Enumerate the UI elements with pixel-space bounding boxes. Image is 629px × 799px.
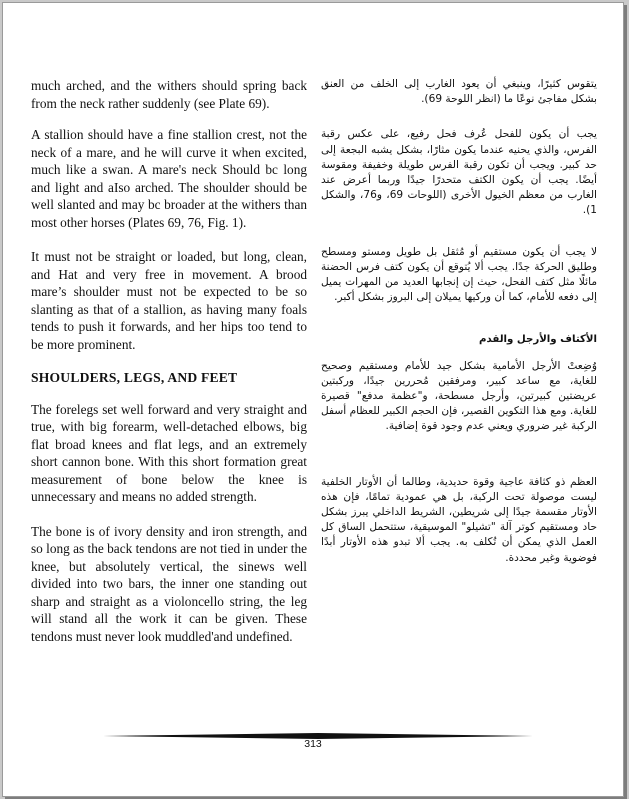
en-paragraph-1: much arched, and the withers should spring back from the neck rather suddenly (see Plate 69). bbox=[31, 78, 307, 111]
en-paragraph-4: The forelegs set well forward and very straight and true, with big forearm, well-detached elbows, big flat broad knees and flat legs, and an extremely short cannon bone. With this short formation great measurement of bone below the knee is unnecessary and means no added strength. bbox=[31, 401, 307, 504]
en-paragraph-5: The bone is of ivory density and iron strength, and so long as the back tendons are not tied in under the knee, but absolutely vertical, the sinews well divided into two bars, the inner one standing out sharp and straight as a violoncello string, the leg will stand all the work it can be given. These tendons must never look muddled'and undefined. bbox=[31, 523, 307, 644]
ar-paragraph-3: لا يجب أن يكون مستقيم أو مُثقل بل طويل ومستو ومسطح وطليق الحركة جدًا. يجب ألا يُتوقع أن يكون كتف فرس الحضنة مائلًا مثل كتف الفحل، حيث إن إنجابها العديد من المهرات يميل إلى دفعه للأمام، كما أن وركيها يميلان إلى البروز بشكل أكبر. bbox=[321, 245, 597, 304]
arabic-column bbox=[321, 77, 597, 566]
book-page bbox=[2, 2, 624, 797]
en-paragraph-2: A stallion should have a fine stallion crest, not the neck of a mare, and he will curve it when excited, much like a swan. A mare's neck Should bc long and light and aIso arched. The shoulder should be well slanted and may bc broader at the withers than most other horses (Plates 69, 76, Fig. 1). bbox=[31, 127, 307, 230]
english-column bbox=[31, 77, 307, 645]
ar-paragraph-2: يجب أن يكون للفحل عُرف فحل رفيع، على عكس رقبة الفرس، والذي يحنيه عندما يكون مثارًا، بشكل يشبه البجعة إلى حد كبير. ويجب أن تكون رقبة الفرس طويلة وخفيفة ومقوسة أيضًا. يجب أن يكون الكتف متحدرًا جيدًا وربما أعرض عند الغارب من معظم الخيول الأخرى (اللوحات 69، و76، والشكل 1). bbox=[321, 128, 597, 217]
ar-paragraph-1: يتقوس كثيرًا، وينبغي أن يعود الغارب إلى الخلف من العنق بشكل مفاجئ نوعًا ما (انظر اللوحة 69). bbox=[321, 78, 597, 106]
ar-section-heading: الأكتاف والأرجل والقدم bbox=[479, 334, 597, 346]
en-section-heading: SHOULDERS, LEGS, AND FEET bbox=[31, 370, 238, 385]
ar-paragraph-5: العظم ذو كثافة عاجية وقوة حديدية، وطالما أن الأوتار الخلفية ليست موصولة تحت الركبة، بل هي عمودية تمامًا، فإن هذه الأوتار مقسمة جيدًا إلى شريطين، الشريط الداخلي يبرز بشكل حاد ومستقيم كوتر آلة "تشيلو" الموسيقية، ستتحمل الساق كل العمل الذي يمكن أن تُكلف به. يجب ألا تبدو هذه الأوتار أبدًا فوضوية وغير محددة. bbox=[321, 475, 597, 564]
page-number: 313 bbox=[304, 738, 322, 750]
en-paragraph-3: It must not be straight or loaded, but long, clean, and Hat and very free in movement. A brood mare’s shoulder must not be expected to be so slanting as that of a stallion, as having many foals tends to push it forwards, and her hips too tend to be more prominent. bbox=[31, 249, 307, 352]
ar-paragraph-4: وُضِعتْ الأرجل الأمامية بشكل جيد للأمام ومستقيم وصحيح للغاية، مع ساعد كبير، ومرفقين مُحررين جيدًا، وركبتين عريضتين كبيرتين، وأرجل مسطحة، و"عظمة مدفع" قصيرة للغاية. ومع هذا التكوين القصير، فإن الحجم الكبير للعظام أسفل الركبة غير ضروري ويعني عدم وجود قوة إضافية. bbox=[321, 359, 597, 433]
